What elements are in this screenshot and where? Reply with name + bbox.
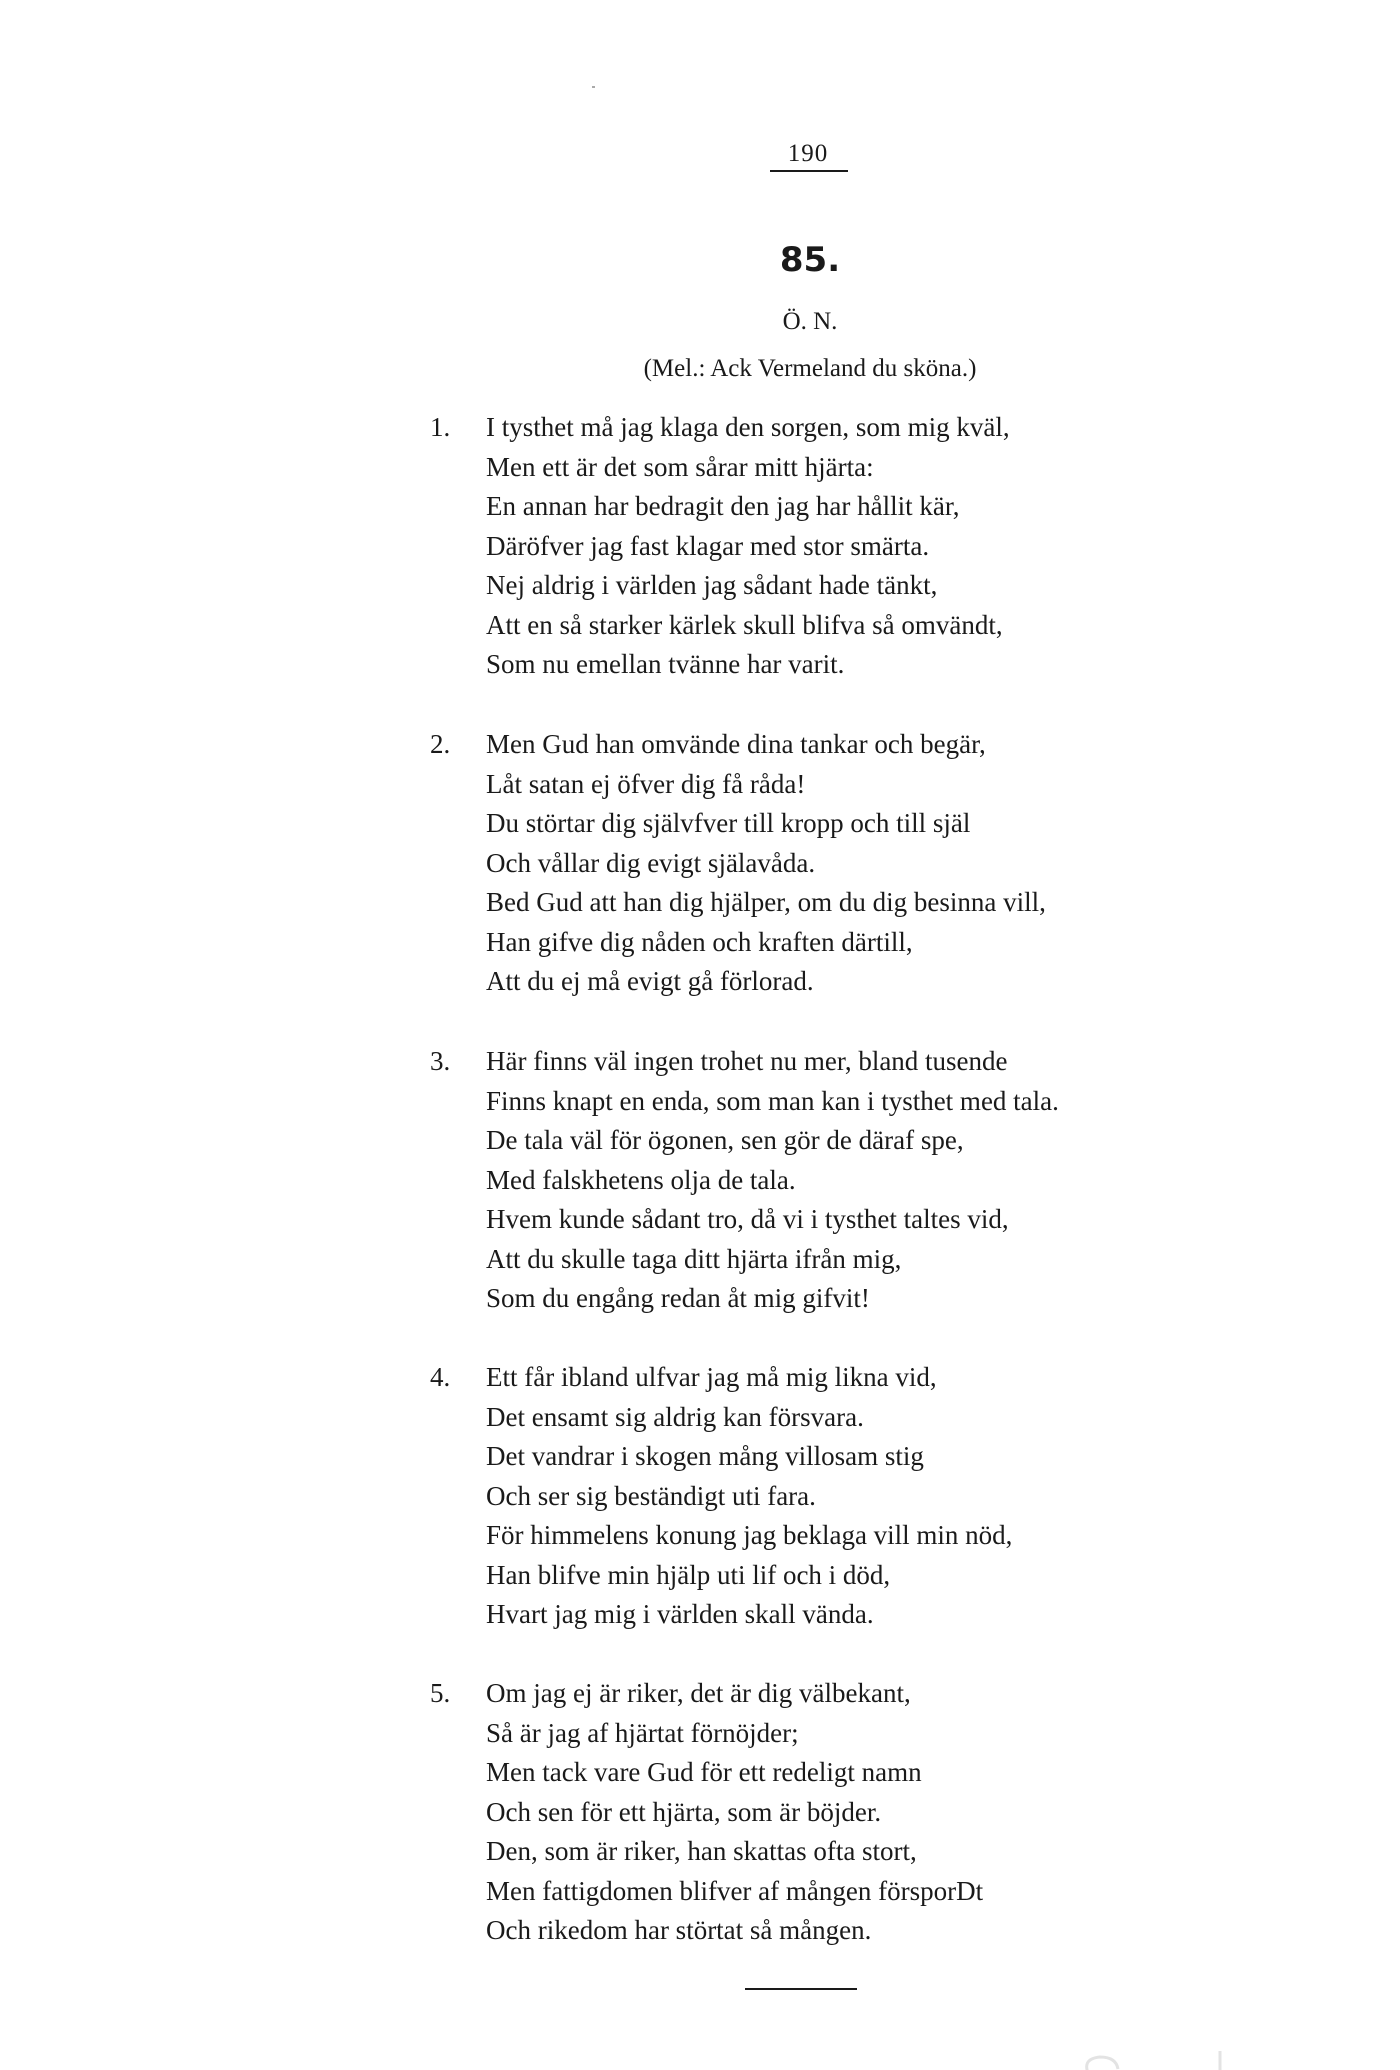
stanza-lines bbox=[486, 408, 1010, 685]
verse-line: Att du ej må evigt gå förlorad. bbox=[486, 966, 814, 996]
stanza-lines bbox=[486, 725, 1046, 1002]
verse-line: Finns knapt en enda, som man kan i tysthet med tala. bbox=[486, 1085, 1059, 1116]
watermark-fragment bbox=[1070, 2040, 1250, 2070]
verse-line: Och sen för ett hjärta, som är böjder. bbox=[486, 1796, 882, 1827]
verse-line: Och vållar dig evigt själavåda. bbox=[486, 847, 816, 878]
verse-line: Och rikedom har störtat så mången. bbox=[486, 1915, 872, 1945]
verse-line: Men ett är det som sårar mitt hjärta: bbox=[486, 451, 874, 482]
verse-line: Han gifve dig nåden och kraften därtill, bbox=[486, 926, 913, 957]
verse-line: Hvart jag mig i världen skall vända. bbox=[486, 1599, 874, 1629]
print-speck bbox=[592, 86, 595, 88]
verse-line: En annan har bedragit den jag har hållit kär, bbox=[486, 491, 960, 521]
stanza-lines bbox=[486, 1674, 983, 1951]
verse-line: Du störtar dig självfver till kropp och till själ bbox=[486, 808, 971, 838]
verse-line: Att du skulle taga ditt hjärta ifrån mig, bbox=[486, 1243, 902, 1274]
verse-line: Hvem kunde sådant tro, då vi i tysthet taltes vid, bbox=[486, 1204, 1009, 1234]
verse-line: Låt satan ej öfver dig få råda! bbox=[486, 768, 806, 799]
verse-line: Bed Gud att han dig hjälper, om du dig besinna vill, bbox=[486, 887, 1046, 917]
verse-line: Men Gud han omvände dina tankar och begär, bbox=[486, 729, 986, 759]
song-number: 85. bbox=[779, 240, 841, 280]
verse-line: Om jag ej är riker, det är dig välbekant, bbox=[486, 1678, 911, 1708]
stanza-lines bbox=[486, 1042, 1059, 1319]
verse-line: Men tack vare Gud för ett redeligt namn bbox=[486, 1757, 922, 1787]
verse-line: Däröfver jag fast klagar med stor smärta. bbox=[486, 530, 930, 561]
page-number-rule bbox=[770, 170, 848, 172]
verse-line: Han blifve min hjälp uti lif och i död, bbox=[486, 1559, 891, 1590]
melody-note: (Mel.: Ack Vermeland du sköna.) bbox=[643, 355, 977, 382]
verse-line: Det vandrar i skogen mång villosam stig bbox=[486, 1441, 924, 1471]
verse-line: Som du engång redan åt mig gifvit! bbox=[486, 1283, 870, 1313]
verse-line: Nej aldrig i världen jag sådant hade tänkt, bbox=[486, 570, 938, 600]
stanza-number: 2. bbox=[430, 729, 451, 759]
verse-line: Som nu emellan tvänne har varit. bbox=[486, 649, 845, 679]
author-initials: Ö. N. bbox=[782, 308, 838, 335]
page-number: 190 bbox=[787, 140, 829, 167]
verse-line: Så är jag af hjärtat förnöjder; bbox=[486, 1717, 799, 1748]
end-rule bbox=[745, 1988, 857, 1990]
verse-line: För himmelens konung jag beklaga vill min nöd, bbox=[486, 1520, 1013, 1550]
verse-line: Här finns väl ingen trohet nu mer, bland tusende bbox=[486, 1046, 1008, 1076]
stanza-lines bbox=[486, 1358, 1012, 1635]
verse-line: Men fattigdomen blifver af mången försporDt bbox=[486, 1875, 984, 1906]
stanza-number: 3. bbox=[430, 1046, 451, 1076]
verse-line: I tysthet må jag klaga den sorgen, som mig kväl, bbox=[486, 412, 1010, 442]
verse-line: Med falskhetens olja de tala. bbox=[486, 1164, 796, 1195]
verse-line: Ett får ibland ulfvar jag må mig likna vid, bbox=[486, 1362, 937, 1392]
stanza-number: 1. bbox=[430, 412, 451, 442]
verse-line: Den, som är riker, han skattas ofta stort, bbox=[486, 1836, 917, 1866]
verse-line: Att en så starker kärlek skull blifva så omvändt, bbox=[486, 609, 1003, 640]
stanza-number: 5. bbox=[430, 1678, 451, 1708]
verse-line: De tala väl för ögonen, sen gör de däraf spe, bbox=[486, 1125, 964, 1155]
verse-line: Det ensamt sig aldrig kan försvara. bbox=[486, 1401, 864, 1432]
verse-line: Och ser sig beständigt uti fara. bbox=[486, 1480, 816, 1511]
stanza-number: 4. bbox=[430, 1362, 451, 1392]
